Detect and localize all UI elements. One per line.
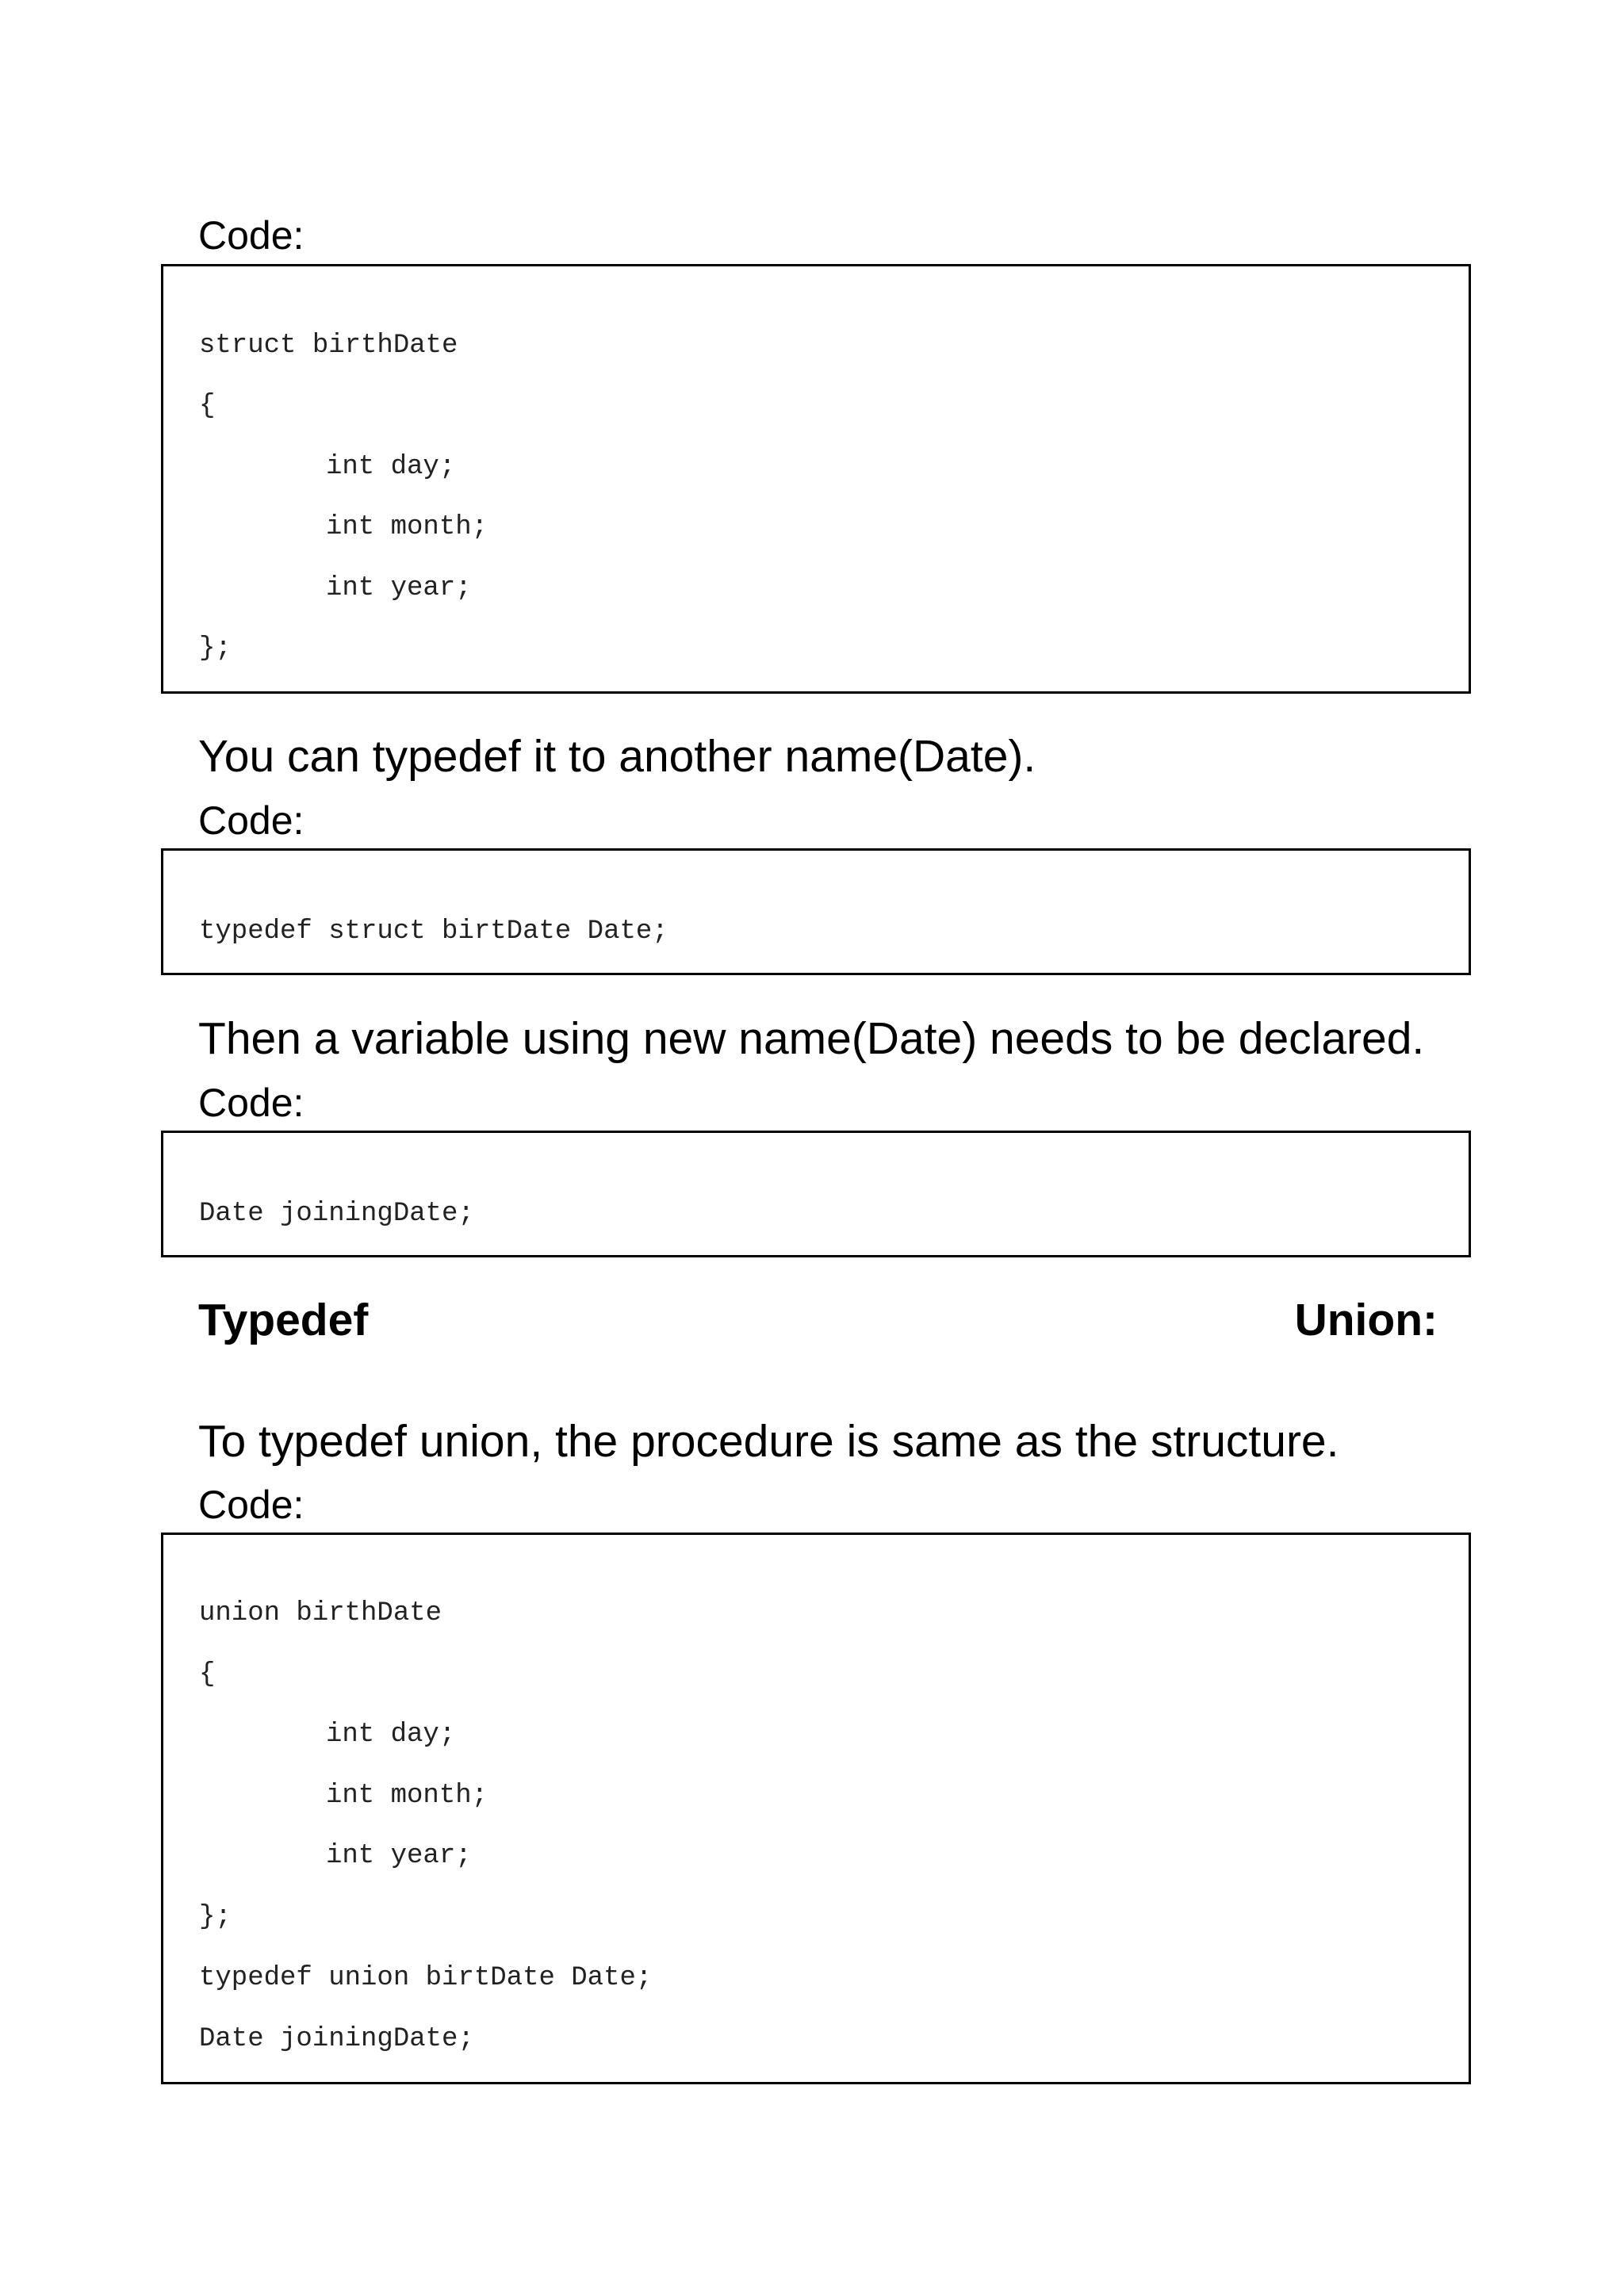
- code-block-typedef-struct: [161, 848, 1471, 975]
- code-line: };: [199, 1902, 232, 1932]
- code-line: {: [199, 1659, 216, 1689]
- code-line: int month;: [326, 512, 488, 542]
- code-line: typedef struct birtDate Date;: [199, 916, 668, 947]
- code-line: int year;: [326, 1841, 472, 1871]
- code-label: Code:: [198, 798, 304, 843]
- code-line: };: [199, 633, 232, 664]
- paragraph: You can typedef it to another name(Date).: [198, 731, 1036, 782]
- paragraph: Then a variable using new name(Date) needs to be declared.: [198, 1013, 1425, 1064]
- code-line: Date joiningDate;: [199, 2024, 474, 2054]
- code-line: int day;: [326, 452, 456, 482]
- code-line: int day;: [326, 1720, 456, 1750]
- code-label: Code:: [198, 1081, 304, 1125]
- code-block-struct: [161, 264, 1471, 694]
- code-line: int month;: [326, 1781, 488, 1811]
- code-line: struct birthDate: [199, 331, 458, 361]
- code-line: int year;: [326, 573, 472, 603]
- code-label: Code:: [198, 213, 304, 258]
- section-heading: Union:: [1294, 1295, 1438, 1345]
- code-line: Date joiningDate;: [199, 1199, 474, 1229]
- code-line: union birthDate: [199, 1598, 442, 1628]
- code-block-declare: [161, 1131, 1471, 1257]
- paragraph: To typedef union, the procedure is same as the structure.: [198, 1416, 1339, 1467]
- code-line: typedef union birtDate Date;: [199, 1963, 653, 1993]
- code-block-union: [161, 1533, 1471, 2084]
- code-label: Code:: [198, 1483, 304, 1527]
- section-heading: Typedef: [198, 1295, 369, 1345]
- code-line: {: [199, 391, 216, 421]
